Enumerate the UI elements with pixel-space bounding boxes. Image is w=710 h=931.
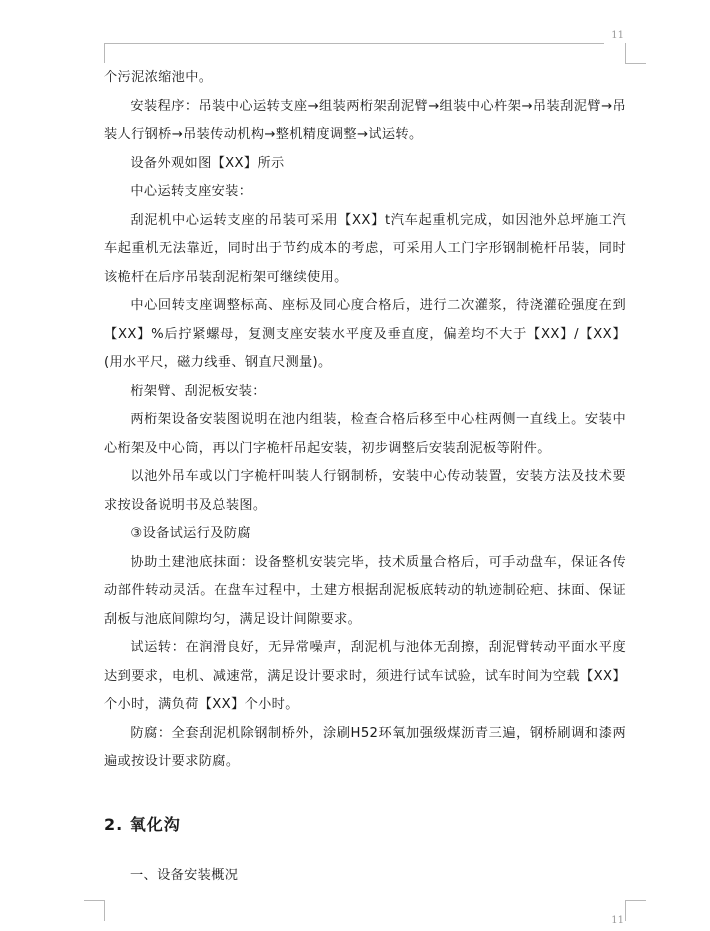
paragraph: 试运转：在润滑良好，无异常噪声，刮泥机与池体无刮擦，刮泥臂转动平面水平度达到要求，电机、减速常，满足设计要求时，须进行试车试验，试车时间为空载【XX】个小时，满负荷【XX】个小时。 [104,640,626,712]
header-rule [104,43,604,44]
subsection-heading: 一、设备安装概况 [130,868,239,883]
section-heading: 2. 氧化沟 [104,815,181,834]
corner-mark-top-right [625,43,646,64]
paragraph: 协助土建池底抹面：设备整机安装完毕，技术质量合格后，可手动盘车，保证各传动部件转动灵活。在盘车过程中，土建方根据刮泥板底转动的轨迹制砼疤、抹面、保证刮板与池底间隙均匀，满足设计间隙要求。 [104,554,626,627]
paragraph: 安装程序：吊装中心运转支座→组装两桁架刮泥臂→组装中心杵架→吊装刮泥臂→吊装人行钢桥→吊装传动机构→整机精度调整→试运转。 [104,98,626,142]
paragraph: 防腐：全套刮泥机除钢制桥外，涂刷H52环氧加强级煤沥青三遍，钢桥刷调和漆两遍或按设计要求防腐。 [104,725,626,769]
paragraph: 两桁架设备安装图说明在池内组装，检查合格后移至中心柱两侧一直线上。安装中心桁架及中心筒，再以门字桅杆吊起安装，初步调整后安装刮泥板等附件。 [104,412,626,456]
paragraph: 中心回转支座调整标高、座标及同心度合格后，进行二次灌浆，待浇灌砼强度在到【XX】%后拧紧螺母，复测支座安装水平度及垂直度，偏差均不大于【XX】/【XX】(用水平尺，磁力线垂、钢直尺测量)。 [104,298,626,370]
corner-mark-top-left [104,43,105,63]
corner-mark-bottom-left [84,900,105,921]
page-number-top: 11 [611,30,624,41]
paragraph: 设备外观如图【XX】所示 [130,155,285,171]
paragraph: 中心运转支座安装： [130,184,253,199]
page-number-bottom: 11 [611,915,624,926]
paragraph-continuation: 个污泥浓缩池中。 [104,70,213,85]
paragraph: 桁架臂、刮泥板安装： [130,383,266,399]
document-body [104,64,626,777]
paragraph: 刮泥机中心运转支座的吊装可采用【XX】t汽车起重机完成，如因池外总坪施工汽车起重机无法靠近，同时出于节约成本的考虑，可采用人工门字形钢制桅杆吊装，同时该桅杆在后序吊装刮泥桁架可继续使用。 [104,212,626,285]
paragraph: 以池外吊车或以门字桅杆叫装人行钢制桥，安装中心传动装置，安装方法及技术要求按设备说明书及总装图。 [104,469,626,513]
corner-mark-bottom-right [625,900,646,921]
paragraph: ③设备试运行及防腐 [130,526,251,541]
